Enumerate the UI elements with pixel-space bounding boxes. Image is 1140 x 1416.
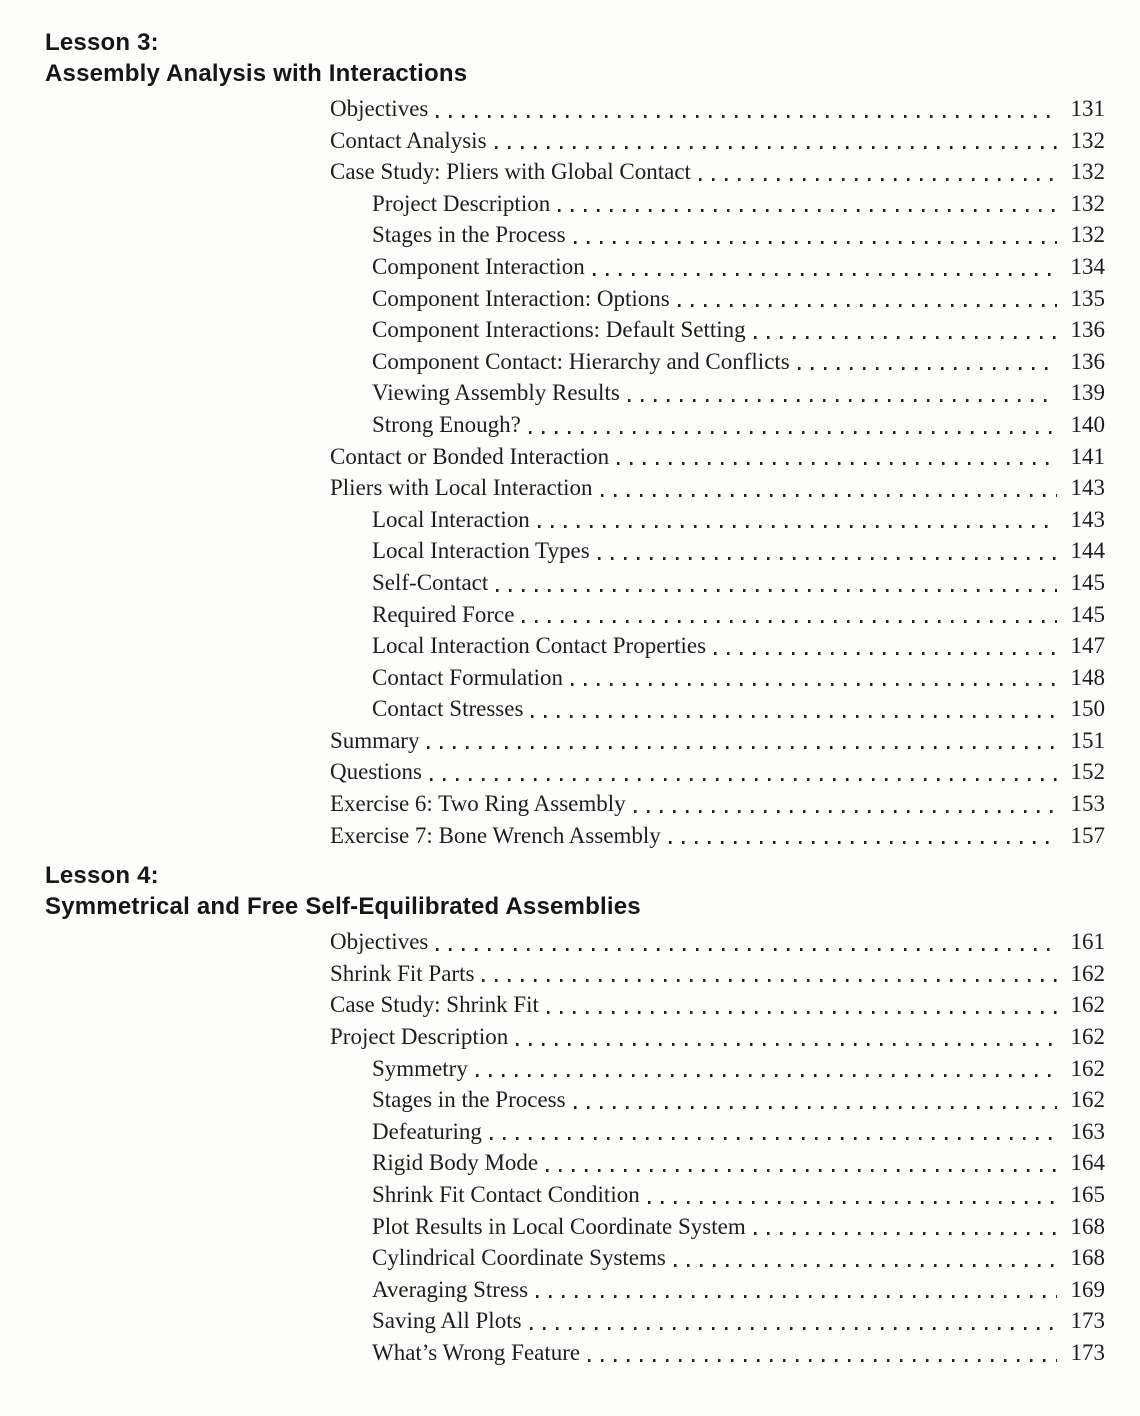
toc-entry-page-number: 143: [1070, 506, 1105, 532]
toc-entry: [372, 693, 1105, 725]
dot-leader: [436, 115, 1057, 118]
toc-entry-title: Strong Enough?: [372, 411, 521, 437]
toc-entry: [330, 156, 1105, 188]
toc-entry-title: Local Interaction Contact Properties: [372, 633, 707, 659]
toc-entry-page-number: 143: [1070, 475, 1105, 501]
toc-entry-page-number: 173: [1070, 1339, 1105, 1365]
dot-leader: [495, 146, 1057, 149]
toc-entry-page-number: 145: [1070, 601, 1105, 627]
toc-entry-title: Contact Analysis: [330, 127, 487, 153]
toc-entry-page-number: 168: [1070, 1213, 1105, 1239]
toc-entry-page-number: 139: [1070, 380, 1105, 406]
toc-entry-list: [0, 926, 1140, 1368]
toc-entry: [330, 93, 1105, 125]
toc-section-lesson-4: [0, 860, 1140, 1368]
dot-leader: [601, 494, 1057, 497]
toc-entry-page-number: 162: [1070, 1087, 1105, 1113]
toc-entry-page-number: 161: [1070, 929, 1105, 955]
toc-entry-page-number: 162: [1070, 1055, 1105, 1081]
toc-entry: [372, 1116, 1105, 1148]
dot-leader: [536, 1295, 1057, 1298]
toc-entry-title: Component Interaction: Options: [372, 285, 670, 311]
toc-entry: [330, 788, 1105, 820]
toc-entry-title: Required Force: [372, 601, 515, 627]
toc-entry: [330, 958, 1105, 990]
dot-leader: [754, 336, 1057, 339]
toc-entry: [372, 1242, 1105, 1274]
toc-entry: [372, 346, 1105, 378]
toc-entry-page-number: 140: [1070, 411, 1105, 437]
dot-leader: [529, 431, 1057, 434]
toc-entry-page-number: 153: [1070, 791, 1105, 817]
toc-entry: [372, 630, 1105, 662]
toc-entry-title: Cylindrical Coordinate Systems: [372, 1245, 666, 1271]
toc-entry: [372, 662, 1105, 694]
dot-leader: [714, 652, 1057, 655]
lesson-heading: [45, 27, 1140, 89]
toc-entry-page-number: 150: [1070, 696, 1105, 722]
toc-entry-page-number: 136: [1070, 317, 1105, 343]
dot-leader: [574, 1106, 1057, 1109]
lesson-number-heading: Lesson 4:: [45, 862, 159, 890]
toc-entry-page-number: 148: [1070, 664, 1105, 690]
toc-entry-page-number: 162: [1070, 992, 1105, 1018]
toc-section-lesson-3: [0, 27, 1140, 851]
dot-leader: [522, 620, 1057, 623]
toc-entry: [330, 989, 1105, 1021]
toc-entry: [372, 1084, 1105, 1116]
toc-entry-title: Contact Stresses: [372, 696, 524, 722]
toc-entry-title: Exercise 7: Bone Wrench Assembly: [330, 822, 661, 848]
toc-entry-page-number: 134: [1070, 253, 1105, 279]
dot-leader: [531, 715, 1057, 718]
toc-entry-title: Project Description: [372, 190, 551, 216]
toc-entry-title: Contact Formulation: [372, 664, 564, 690]
dot-leader: [699, 178, 1057, 181]
lesson-heading: [45, 860, 1140, 922]
dot-leader: [754, 1232, 1057, 1235]
toc-entry-page-number: 173: [1070, 1308, 1105, 1334]
toc-entry-title: Contact or Bonded Interaction: [330, 443, 610, 469]
toc-entry-title: Rigid Body Mode: [372, 1150, 539, 1176]
toc-entry: [372, 188, 1105, 220]
toc-entry-page-number: 145: [1070, 569, 1105, 595]
toc-entry-title: Project Description: [330, 1024, 509, 1050]
toc-entry: [372, 251, 1105, 283]
toc-entry-title: Local Interaction Types: [372, 538, 590, 564]
toc-entry: [372, 567, 1105, 599]
toc-entry: [372, 1337, 1105, 1369]
toc-entry-title: Self-Contact: [372, 569, 489, 595]
toc-entry: [372, 1211, 1105, 1243]
toc-entry-page-number: 164: [1070, 1150, 1105, 1176]
dot-leader: [476, 1074, 1057, 1077]
dot-leader: [430, 778, 1057, 781]
toc-entry-page-number: 157: [1070, 822, 1105, 848]
toc-entry-title: Component Interactions: Default Setting: [372, 317, 746, 343]
dot-leader: [798, 367, 1057, 370]
dot-leader: [674, 1264, 1057, 1267]
toc-entry-page-number: 132: [1070, 190, 1105, 216]
toc-entry-title: Viewing Assembly Results: [372, 380, 620, 406]
dot-leader: [628, 399, 1057, 402]
dot-leader: [558, 209, 1057, 212]
toc-entry-title: Case Study: Pliers with Global Contact: [330, 159, 691, 185]
toc-entry-title: Shrink Fit Parts: [330, 960, 475, 986]
toc-entry-title: Averaging Stress: [372, 1276, 529, 1302]
toc-entry: [330, 820, 1105, 852]
toc-entry-page-number: 132: [1070, 159, 1105, 185]
toc-entry-page-number: 136: [1070, 348, 1105, 374]
dot-leader: [496, 589, 1057, 592]
dot-leader: [669, 841, 1057, 844]
toc-entry: [372, 219, 1105, 251]
toc-entry: [372, 409, 1105, 441]
toc-entry: [372, 1053, 1105, 1085]
dot-leader: [574, 241, 1057, 244]
lesson-number-heading: Lesson 3:: [45, 29, 159, 56]
toc-entry: [372, 1179, 1105, 1211]
toc-entry-title: What’s Wrong Feature: [372, 1339, 581, 1365]
toc-entry-title: Defeaturing: [372, 1118, 482, 1144]
dot-leader: [571, 683, 1057, 686]
toc-entry: [372, 535, 1105, 567]
toc-entry-page-number: 147: [1070, 633, 1105, 659]
toc-entry-title: Component Interaction: [372, 253, 585, 279]
toc-entry-page-number: 132: [1070, 222, 1105, 248]
toc-entry-page-number: 141: [1070, 443, 1105, 469]
toc-entry-page-number: 132: [1070, 127, 1105, 153]
toc-entry-page-number: 131: [1070, 96, 1105, 121]
toc-entry-title: Summary: [330, 727, 420, 753]
toc-entry-title: Saving All Plots: [372, 1308, 522, 1334]
dot-leader: [546, 1169, 1057, 1172]
toc-entry-page-number: 169: [1070, 1276, 1105, 1302]
toc-entry: [330, 1021, 1105, 1053]
toc-entry: [372, 283, 1105, 315]
toc-entry: [372, 1274, 1105, 1306]
toc-entry: [330, 472, 1105, 504]
dot-leader: [427, 746, 1057, 749]
toc-entry-title: Exercise 6: Two Ring Assembly: [330, 791, 626, 817]
toc-entry-page-number: 165: [1070, 1182, 1105, 1207]
toc-entry-page-number: 162: [1070, 1024, 1105, 1050]
toc-entry-title: Pliers with Local Interaction: [330, 475, 593, 501]
toc-entry: [330, 125, 1105, 157]
toc-entry-title: Shrink Fit Contact Condition: [372, 1182, 640, 1207]
toc-entry-title: Local Interaction: [372, 506, 530, 532]
toc-entry-page-number: 163: [1070, 1118, 1105, 1144]
lesson-title-heading: Symmetrical and Free Self-Equilibrated Assemblies: [45, 893, 641, 921]
toc-entry-title: Symmetry: [372, 1055, 468, 1081]
dot-leader: [617, 462, 1057, 465]
toc-entry-page-number: 162: [1070, 960, 1105, 986]
dot-leader: [598, 557, 1057, 560]
dot-leader: [538, 525, 1057, 528]
toc-entry: [372, 314, 1105, 346]
toc-entry-title: Component Contact: Hierarchy and Conflicts: [372, 348, 790, 374]
toc-entry: [372, 1305, 1105, 1337]
toc-entry-title: Stages in the Process: [372, 222, 566, 248]
toc-entry-page-number: 152: [1070, 759, 1105, 785]
toc-entry: [372, 504, 1105, 536]
toc-entry: [372, 599, 1105, 631]
dot-leader: [516, 1043, 1057, 1046]
toc-entry: [330, 756, 1105, 788]
dot-leader: [648, 1201, 1057, 1204]
dot-leader: [588, 1359, 1057, 1362]
toc-entry: [330, 926, 1105, 958]
toc-entry-title: Stages in the Process: [372, 1087, 566, 1113]
toc-entry-page-number: 135: [1070, 285, 1105, 311]
toc-entry-title: Questions: [330, 759, 422, 785]
toc-entry-page-number: 168: [1070, 1245, 1105, 1271]
dot-leader: [547, 1011, 1057, 1014]
toc-entry-title: Case Study: Shrink Fit: [330, 992, 539, 1018]
dot-leader: [634, 810, 1057, 813]
toc-entry: [372, 377, 1105, 409]
dot-leader: [678, 304, 1057, 307]
toc-entry: [330, 441, 1105, 473]
dot-leader: [490, 1137, 1057, 1140]
toc-entry-page-number: 144: [1070, 538, 1105, 564]
toc-entry-title: Objectives: [330, 96, 429, 121]
toc-entry: [330, 725, 1105, 757]
lesson-title-heading: Assembly Analysis with Interactions: [45, 60, 468, 87]
toc-entry: [372, 1147, 1105, 1179]
toc-entry-title: Objectives: [330, 929, 429, 955]
dot-leader: [482, 979, 1057, 982]
toc-entry-title: Plot Results in Local Coordinate System: [372, 1213, 746, 1239]
dot-leader: [436, 948, 1057, 951]
toc-entry-page-number: 151: [1070, 727, 1105, 753]
dot-leader: [530, 1327, 1057, 1330]
toc-entry-list: [0, 93, 1140, 851]
dot-leader: [593, 273, 1057, 276]
